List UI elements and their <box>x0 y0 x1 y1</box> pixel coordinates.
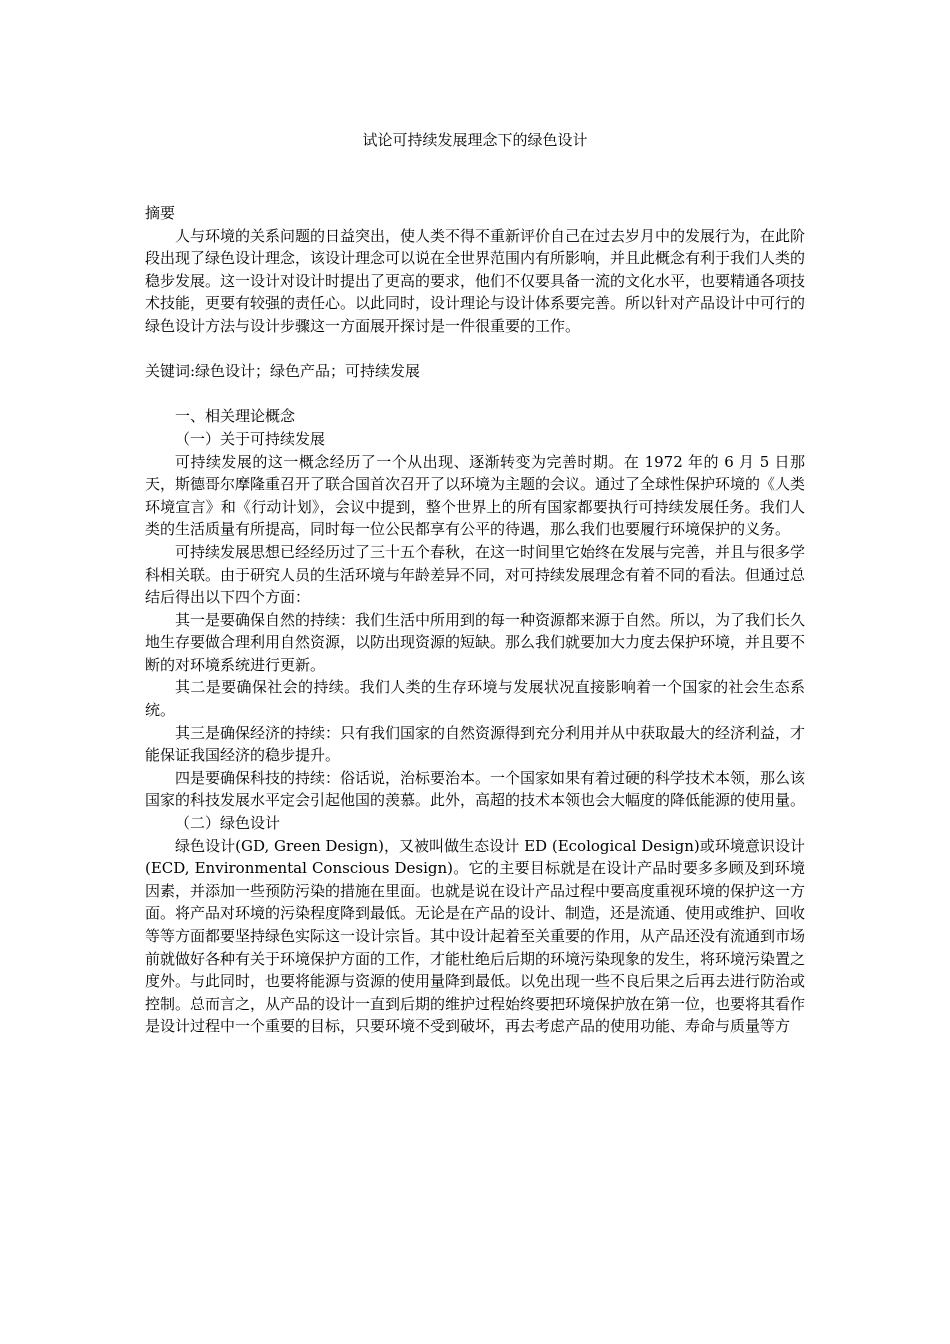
subsection-2-heading: （二）绿色设计 <box>175 814 281 833</box>
document-body <box>145 202 805 1038</box>
paragraph: 其三是确保经济的持续：只有我们国家的自然资源得到充分利用并从中获取最大的经济利益，才能保证我国经济的稳步提升。 <box>145 723 806 765</box>
paragraph: 绿色设计(GD, Green Design)，又被叫做生态设计 ED (Ecological Design)或环境意识设计(ECD, Environmental Conscious Design)。它的主要目标就是在设计产品时要多多顾及到环境因素，并添加一些预防污染的措施在里面。也就是说在设计产品过程中要高度重视环境的保护这一方面。将产品对环境的污染程度降到最低。无论是在产品的设计、制造，还是流通、使用或维护、回收等等方面都要坚持绿色实际这一设计宗旨。其中设计起着至关重要的作用，从产品还没有流通到市场前就做好各种有关于环境保护方面的工作，才能杜绝后后期的环境污染现象的发生，将环境污染置之度外。与此同时，也要将能源与资源的使用量降到最低。以免出现一些不良后果之后再去进行防治或控制。总而言之，从产品的设计一直到后期的维护过程始终要把环境保护放在第一位，也要将其看作是设计过程中一个重要的目标，只要环境不受到破坏，再去考虑产品的使用功能、寿命与质量等方 <box>145 836 806 1036</box>
paragraph: 四是要确保科技的持续：俗话说，治标要治本。一个国家如果有着过硬的科学技术本领，那么该国家的科技发展水平定会引起他国的羡慕。此外，高超的技术本领也会大幅度的降低能源的使用量。 <box>145 768 806 810</box>
subsection-1-heading: （一）关于可持续发展 <box>175 429 326 448</box>
keywords-line: 关键词:绿色设计；绿色产品；可持续发展 <box>145 362 421 381</box>
paragraph: 可持续发展的这一概念经历了一个从出现、逐渐转变为完善时期。在 1972 年的 6 月 5 日那天，斯德哥尔摩隆重召开了联合国首次召开了以环境为主题的会议。通过了全球性保护环境的《人类环境宣言》和《行动计划》，会议中提到，整个世界上的所有国家都要执行可持续发展任务。我们人类的生活质量有所提高，同时每一位公民都享有公平的待遇，那么我们也要履行环境保护的义务。 <box>145 452 806 539</box>
paragraph: 其二是要确保社会的持续。我们人类的生存环境与发展状况直接影响着一个国家的社会生态系统。 <box>145 678 805 720</box>
paragraph: 其一是要确保自然的持续：我们生活中所用到的每一种资源都来源于自然。所以，为了我们长久地生存要做合理利用自然资源，以防出现资源的短缺。那么我们就要加大力度去保护环境，并且要不断的对环境系统进行更新。 <box>145 610 806 674</box>
abstract-paragraph: 人与环境的关系问题的日益突出，使人类不得不重新评价自己在过去岁月中的发展行为，在此阶段出现了绿色设计理念，该设计理念可以说在全世界范围内有所影响，并且此概念有利于我们人类的稳步发展。这一设计对设计时提出了更高的要求，他们不仅要具备一流的文化水平，也要精通各项技术技能，更要有较强的责任心。以此同时，设计理论与设计体系要完善。所以针对产品设计中可行的绿色设计方法与设计步骤这一方面展开探讨是一件很重要的工作。 <box>145 226 806 335</box>
abstract-heading: 摘要 <box>145 204 176 222</box>
section-1-heading: 一、相关理论概念 <box>175 407 296 426</box>
paragraph: 可持续发展思想已经经历过了三十五个春秋，在这一时间里它始终在发展与完善，并且与很多学科相关联。由于研究人员的生活环境与年龄差异不同，对可持续发展理念有着不同的看法。但通过总结后得出以下四个方面： <box>145 542 806 607</box>
document-title: 试论可持续发展理念下的绿色设计 <box>362 131 588 149</box>
